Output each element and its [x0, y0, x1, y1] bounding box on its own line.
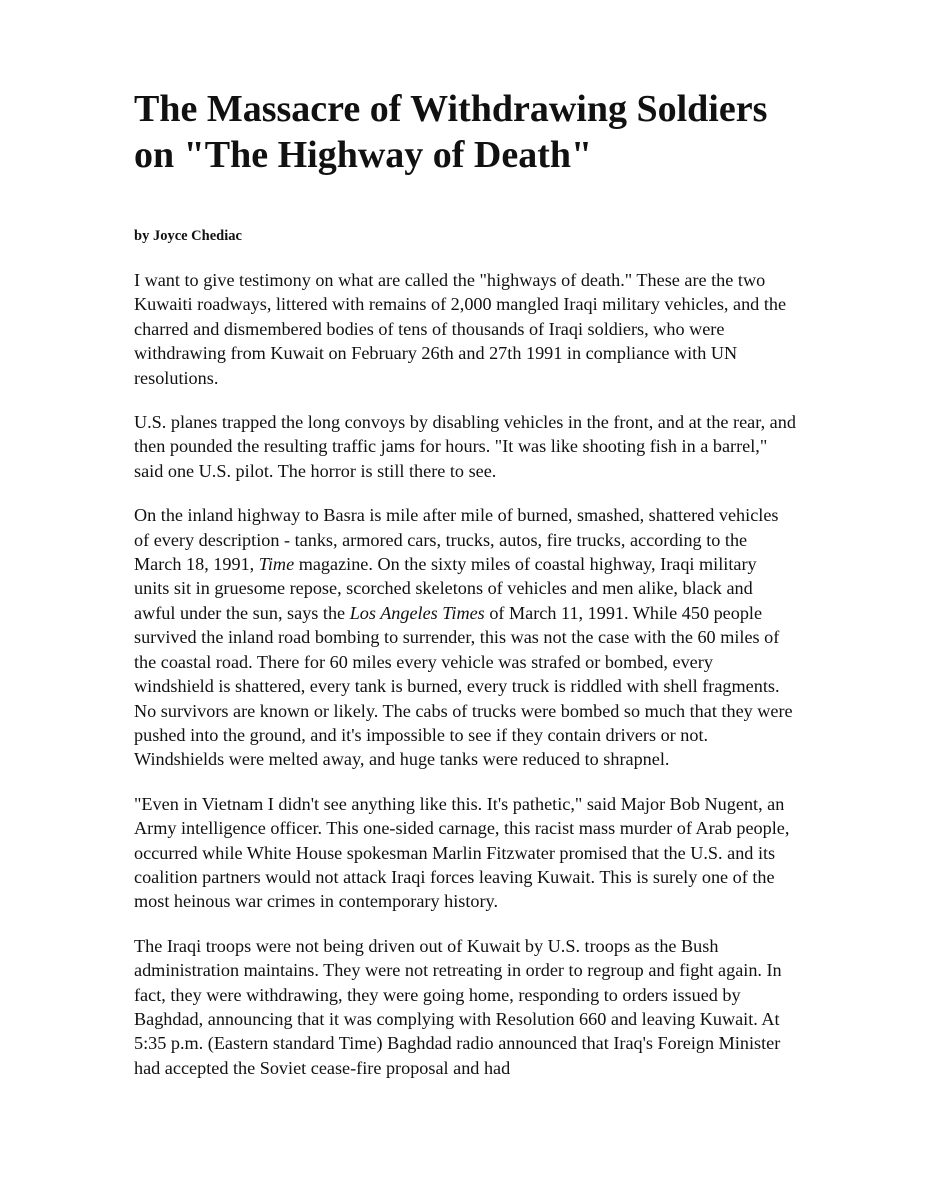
paragraph-3	[134, 503, 796, 771]
title-line-2: on "The Highway of Death"	[134, 134, 593, 176]
paragraph-3-part-2: magazine. On the sixty miles of coastal highway, Iraqi military units sit in gruesome repose, scorched skeletons of vehicles and men alike, black and awful under the sun, says the	[134, 554, 757, 623]
article-title	[134, 86, 834, 178]
paragraph-4: "Even in Vietnam I didn't see anything like this. It's pathetic," said Major Bob Nugent, an Army intelligence officer. This one-sided carnage, this racist mass murder of Arab people, occurred while White House spokesman Marlin Fitzwater promised that the U.S. and its coalition partners would not attack Iraqi forces leaving Kuwait. This is surely one of the most heinous war crimes in contemporary history.	[134, 793, 790, 912]
byline: by Joyce Chediac	[134, 228, 242, 244]
paragraph-3-part-3: of March 11, 1991. While 450 people survived the inland road bombing to surrender, this was not the case with the 60 miles of the coastal road. There for 60 miles every vehicle was strafed or bombed, every windshield is shattered, every tank is burned, every truck is riddled with shell fragments. No survivors are known or likely. The cabs of trucks were bombed so much that they were pushed into the ground, and it's impossible to see if they contain drivers or not. Windshields were melted away, and huge tanks were reduced to shrapnel.	[134, 602, 793, 770]
title-line-1: The Massacre of Withdrawing Soldiers	[134, 88, 768, 130]
paragraph-2: U.S. planes trapped the long convoys by disabling vehicles in the front, and at the rear, and then pounded the resulting traffic jams for hours. "It was like shooting fish in a barrel," said one U.S. pilot. The horror is still there to see.	[134, 412, 796, 481]
paragraph-1: I want to give testimony on what are called the "highways of death." These are the two Kuwaiti roadways, littered with remains of 2,000 mangled Iraqi military vehicles, and the charred and dismembered bodies of tens of thousands of Iraqi soldiers, who were withdrawing from Kuwait on February 26th and 27th 1991 in compliance with UN resolutions.	[134, 270, 787, 388]
magazine-title-time: Time	[258, 554, 295, 575]
paragraph-3-part-1: On the inland highway to Basra is mile after mile of burned, smashed, shattered vehicles of every description - tanks, armored cars, trucks, autos, fire trucks, according to the March 18, 1991,	[134, 505, 779, 575]
paragraph-5: The Iraqi troops were not being driven out of Kuwait by U.S. troops as the Bush administration maintains. They were not retreating in order to regroup and fight again. In fact, they were withdrawing, they were going home, responding to orders issued by Baghdad, announcing that it was complying with Resolution 660 and leaving Kuwait. At 5:35 p.m. (Eastern standard Time) Baghdad radio announced that Iraq's Foreign Minister had accepted the Soviet cease-fire proposal and had	[134, 935, 782, 1078]
article-body	[134, 268, 796, 1100]
newspaper-title-la-times: Los Angeles Times	[349, 602, 485, 623]
